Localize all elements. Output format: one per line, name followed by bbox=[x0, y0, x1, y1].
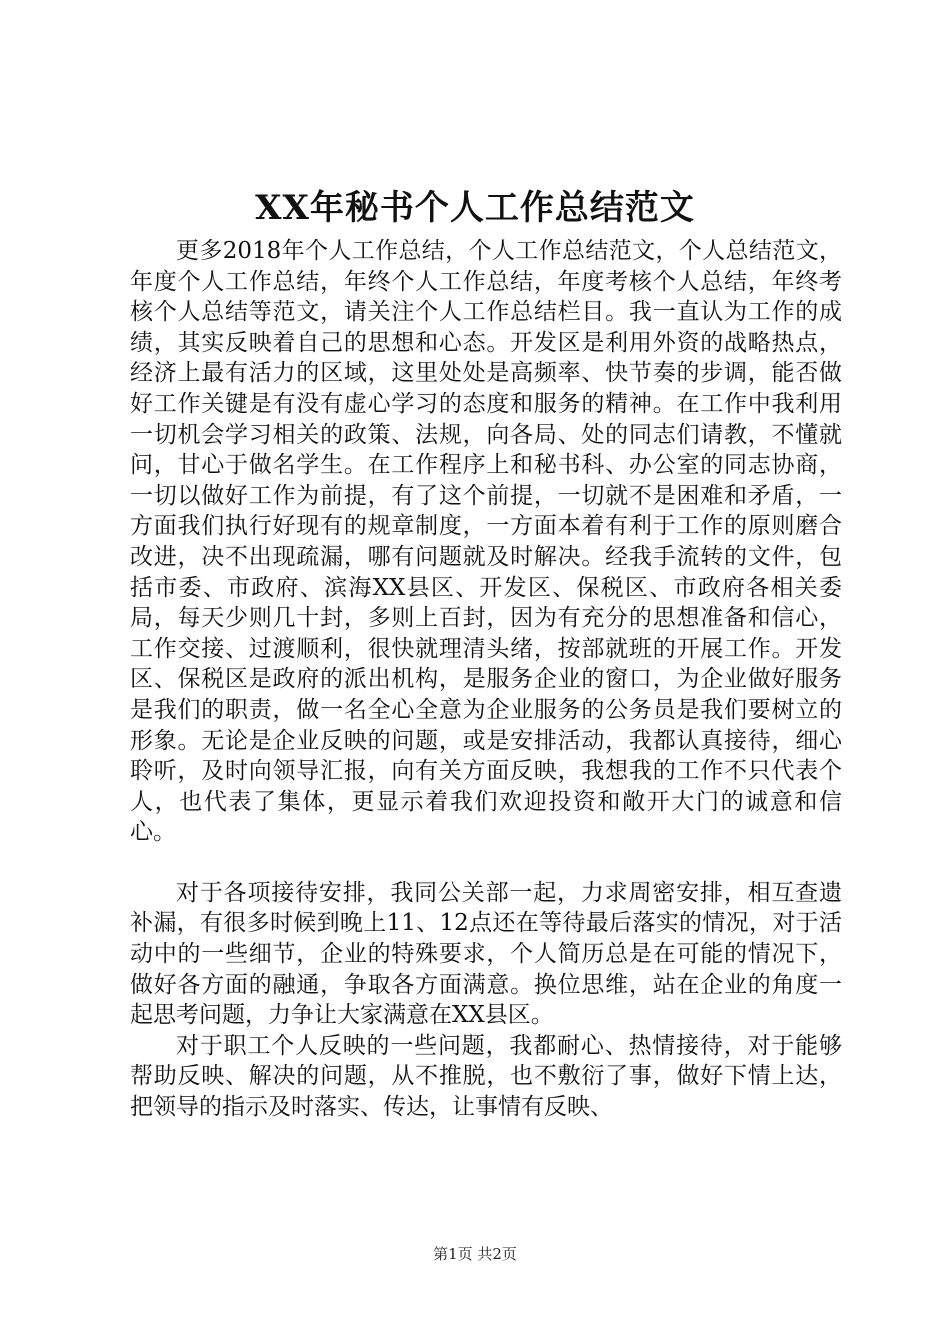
paragraph-3: 对于职工个人反映的一些问题，我都耐心、热情接待，对于能够帮助反映、解决的问题，从不推脱，也不敷衍了事，做好下情上达，把领导的指示及时落实、传达，让事情有反映、 bbox=[130, 1032, 842, 1121]
document-body bbox=[130, 236, 842, 1123]
paragraph-2: 对于各项接待安排，我同公关部一起，力求周密安排，相互查遗补漏，有很多时候到晚上11、12点还在等待最后落实的情况，对于活动中的一些细节，企业的特殊要求，个人简历总是在可能的情况下，做好各方面的融通，争取各方面满意。换位思维，站在企业的角度一起思考问题，力争让大家满意在XX县区。 bbox=[130, 879, 842, 1029]
document-title: XX年秘书个人工作总结范文 bbox=[255, 188, 695, 228]
paragraph-1: 更多2018年个人工作总结，个人工作总结范文，个人总结范文，年度个人工作总结，年终个人工作总结，年度考核个人总结，年终考核个人总结等范文，请关注个人工作总结栏目。我一直认为工作的成绩，其实反映着自己的思想和心态。开发区是利用外资的战略热点，经济上最有活力的区域，这里处处是高频率、快节奏的步调，能否做好工作关键是有没有虚心学习的态度和服务的精神。在工作中我利用一切机会学习相关的政策、法规，向各局、处的同志们请教，不懂就问，甘心于做名学生。在工作程序上和秘书科、办公室的同志协商，一切以做好工作为前提，有了这个前提，一切就不是困难和矛盾，一方面我们执行好现有的规章制度，一方面本着有利于工作的原则磨合改进，决不出现疏漏，哪有问题就及时解决。经我手流转的文件，包括市委、市政府、滨海XX县区、开发区、保税区、市政府各相关委局，每天少则几十封，多则上百封，因为有充分的思想准备和信心，工作交接、过渡顺利，很快就理清头绪，按部就班的开展工作。开发区、保税区是政府的派出机构，是服务企业的窗口，为企业做好服务是我们的职责，做一名全心全意为企业服务的公务员是我们要树立的形象。无论是企业反映的问题，或是安排活动，我都认真接待，细心聆听，及时向领导汇报，向有关方面反映，我想我的工作不只代表个人，也代表了集体，更显示着我们欢迎投资和敞开大门的诚意和信心。 bbox=[130, 238, 842, 846]
page-number-footer: 第1页 共2页 bbox=[433, 1245, 517, 1263]
